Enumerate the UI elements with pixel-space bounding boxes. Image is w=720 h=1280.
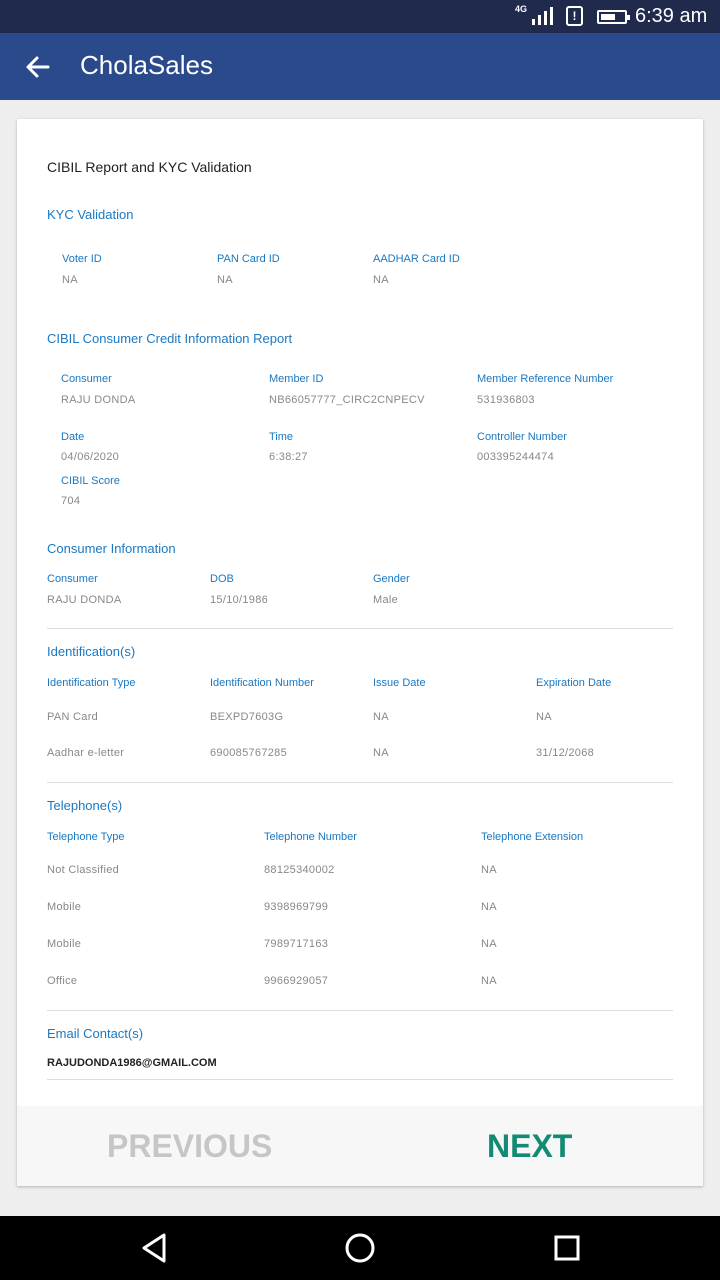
voter-id-value: NA — [62, 274, 78, 286]
divider — [47, 1010, 673, 1011]
telephone-type-header: Telephone Type — [47, 831, 125, 843]
status-bar — [0, 0, 720, 33]
time-value: 6:38:27 — [269, 451, 308, 463]
telephone-type-cell: Not Classified — [47, 864, 120, 876]
page-heading: CIBIL Report and KYC Validation — [47, 159, 252, 175]
gender-label: Gender — [373, 573, 410, 585]
id-number-header: Identification Number — [210, 677, 314, 689]
emails-title: Email Contact(s) — [47, 1026, 144, 1041]
member-reference-label: Member Reference Number — [477, 373, 614, 385]
consumer-label: Consumer — [47, 573, 98, 585]
nav-recent-icon[interactable] — [553, 1232, 581, 1264]
battery-icon — [597, 10, 627, 24]
controller-number-label: Controller Number — [477, 431, 567, 443]
cibil-section-title: CIBIL Consumer Credit Information Report — [47, 331, 293, 346]
previous-button[interactable]: PREVIOUS — [107, 1128, 273, 1164]
aadhar-card-id-label: AADHAR Card ID — [373, 253, 460, 265]
kyc-section-title: KYC Validation — [47, 207, 134, 222]
system-nav-bar — [0, 1216, 720, 1280]
telephone-number-cell: 9966929057 — [264, 975, 329, 987]
telephone-extension-cell: NA — [481, 938, 497, 950]
cibil-consumer-value: RAJU DONDA — [61, 394, 136, 406]
network-type: 4G — [515, 4, 528, 14]
app-title: CholaSales — [80, 50, 213, 80]
consumer-value: RAJU DONDA — [47, 594, 122, 606]
expiration-date-cell: NA — [536, 711, 552, 723]
controller-number-value: 003395244474 — [477, 451, 555, 463]
consumer-info-title: Consumer Information — [47, 541, 176, 556]
telephones-title: Telephone(s) — [47, 798, 123, 813]
issue-date-header: Issue Date — [373, 677, 426, 689]
date-label: Date — [61, 431, 85, 443]
telephone-number-cell: 88125340002 — [264, 864, 335, 876]
issue-date-cell: NA — [373, 711, 389, 723]
telephone-extension-cell: NA — [481, 975, 497, 987]
status-time: 6:39 am — [635, 5, 708, 27]
issue-date-cell: NA — [373, 747, 389, 759]
divider — [47, 628, 673, 629]
member-id-label: Member ID — [269, 373, 324, 385]
nav-home-icon[interactable] — [344, 1232, 376, 1264]
time-label: Time — [269, 431, 294, 443]
alert-icon: ! — [566, 6, 583, 26]
id-number-cell: BEXPD7603G — [210, 711, 284, 723]
id-type-cell: Aadhar e-letter — [47, 747, 125, 759]
cibil-consumer-label: Consumer — [61, 373, 112, 385]
expiration-date-cell: 31/12/2068 — [536, 747, 595, 759]
dob-value: 15/10/1986 — [210, 594, 269, 606]
telephone-type-cell: Mobile — [47, 938, 82, 950]
cibil-score-label: CIBIL Score — [61, 475, 120, 487]
footer-bar — [17, 1106, 703, 1186]
id-number-cell: 690085767285 — [210, 747, 288, 759]
telephone-number-header: Telephone Number — [264, 831, 357, 843]
telephone-type-cell: Office — [47, 975, 78, 987]
divider — [47, 1079, 673, 1080]
telephone-extension-cell: NA — [481, 864, 497, 876]
voter-id-label: Voter ID — [62, 253, 102, 265]
divider — [47, 782, 673, 783]
signal-icon — [532, 7, 554, 25]
expiration-date-header: Expiration Date — [536, 677, 612, 689]
pan-card-id-label: PAN Card ID — [217, 253, 280, 265]
email-value: RAJUDONDA1986@GMAIL.COM — [47, 1057, 217, 1069]
aadhar-card-id-value: NA — [373, 274, 389, 286]
gender-value: Male — [373, 594, 399, 606]
id-type-header: Identification Type — [47, 677, 136, 689]
telephone-number-cell: 9398969799 — [264, 901, 329, 913]
app-bar — [0, 33, 720, 100]
dob-label: DOB — [210, 573, 234, 585]
date-value: 04/06/2020 — [61, 451, 120, 463]
telephone-number-cell: 7989717163 — [264, 938, 329, 950]
telephone-extension-cell: NA — [481, 901, 497, 913]
next-button[interactable]: NEXT — [487, 1128, 573, 1164]
member-reference-value: 531936803 — [477, 394, 535, 406]
telephone-extension-header: Telephone Extension — [481, 831, 584, 843]
identifications-title: Identification(s) — [47, 644, 136, 659]
nav-back-icon[interactable] — [140, 1232, 168, 1264]
telephone-type-cell: Mobile — [47, 901, 82, 913]
arrow-left-icon[interactable] — [22, 51, 54, 83]
cibil-score-value: 704 — [61, 495, 81, 507]
pan-card-id-value: NA — [217, 274, 233, 286]
id-type-cell: PAN Card — [47, 711, 99, 723]
report-card — [17, 119, 703, 1186]
member-id-value: NB66057777_CIRC2CNPECV — [269, 394, 425, 406]
